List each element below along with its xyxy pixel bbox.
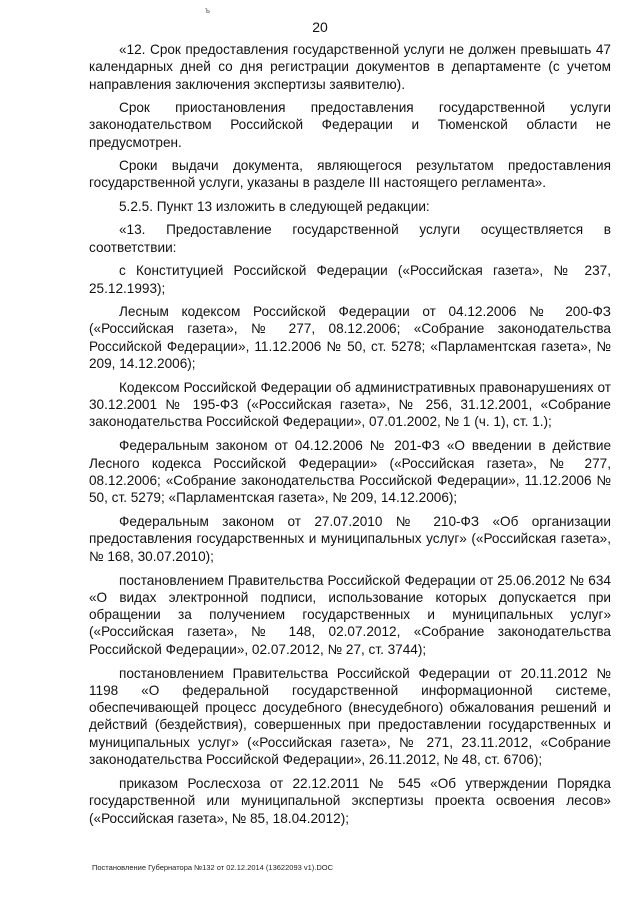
paragraph-amendment-5-2-5: 5.2.5. Пункт 13 изложить в следующей редакции: xyxy=(119,198,430,214)
scan-artifact: ъ xyxy=(205,6,210,15)
paragraph-law-210-fz: Федеральным законом от 27.07.2010 № 210-ФЗ «Об организации предоставления государственных и муниципальных услуг» («Российская газета», № 168, 30.07.2010); xyxy=(89,514,611,564)
paragraph-forest-code: Лесным кодексом Российской Федерации от 04.12.2006 № 200-ФЗ («Российская газета», № 277, 08.12.2006; «Собрание законодательства Российской Федерации», 11.12.2006 № 50, ст. 5278; «Парламентская газета», № 209, 14.12.2006); xyxy=(89,303,611,371)
paragraph-law-201-fz: Федеральным законом от 04.12.2006 № 201-ФЗ «О введении в действие Лесного кодекса Российской Федерации» («Российская газета», № 277, 08.12.2006; «Собрание законодательства Российской Федерации», 11.12.2006 № 50, ст. 5279; «Парламентская газета», № 209, 14.12.2006); xyxy=(89,438,611,506)
paragraph-suspension: Срок приостановления предоставления государственной услуги законодательством Российской Федерации и Тюменской области не предусмотрен. xyxy=(89,100,611,150)
paragraph-order-545: приказом Рослесхоза от 22.12.2011 № 545 «Об утверждении Порядка государственной или муниципальной экспертизы проекта освоения лесов» («Российская газета», № 85, 18.04.2012); xyxy=(89,775,611,826)
paragraph-decree-1198: постановлением Правительства Российской Федерации от 20.11.2012 № 1198 «О федеральной государственной информационной системе, обеспечивающей процесс досудебного (внесудебного) обжалования решений и действий (бездействия), совершенных при предоставлении государственных и муниципальных услуг» («Российская газета», № 271, 23.11.2012, «Собрание законодательства Российской Федерации», 26.11.2012, № 48, ст. 6706); xyxy=(89,665,611,768)
page-number: 20 xyxy=(312,19,328,35)
paragraph-decree-634: постановлением Правительства Российской Федерации от 25.06.2012 № 634 «О видах электронной подписи, использование которых допускается при обращении за получением государственных и муниципальных услуг» («Российская газета», № 148, 02.07.2012, «Собрание законодательства Российской Федерации», 02.07.2012, № 27, ст. 3744); xyxy=(89,572,611,657)
paragraph-item-12: «12. Срок предоставления государственной услуги не должен превышать 47 календарных дней со дня регистрации документов в департаменте (с учетом направления заключения экспертизы заявителю). xyxy=(89,42,611,92)
footer-file-reference: Постановление Губернатора №132 от 02.12.2014 (13622093 v1).DOC xyxy=(92,863,334,872)
paragraph-issue-terms: Сроки выдачи документа, являющегося результатом предоставления государственной услуги, указаны в разделе III настоящего регламента». xyxy=(89,158,611,191)
paragraph-administrative-code: Кодексом Российской Федерации об административных правонарушениях от 30.12.2001 № 195-ФЗ («Российская газета», № 256, 31.12.2001, «Собрание законодательства Российской Федерации», 07.01.2002, № 1 (ч. 1), ст. 1.); xyxy=(89,379,611,430)
paragraph-item-13: «13. Предоставление государственной услуги осуществляется в соответствии: xyxy=(89,222,611,255)
paragraph-constitution: с Конституцией Российской Федерации («Российская газета», № 237, 25.12.1993); xyxy=(89,263,611,296)
document-body xyxy=(89,41,611,833)
